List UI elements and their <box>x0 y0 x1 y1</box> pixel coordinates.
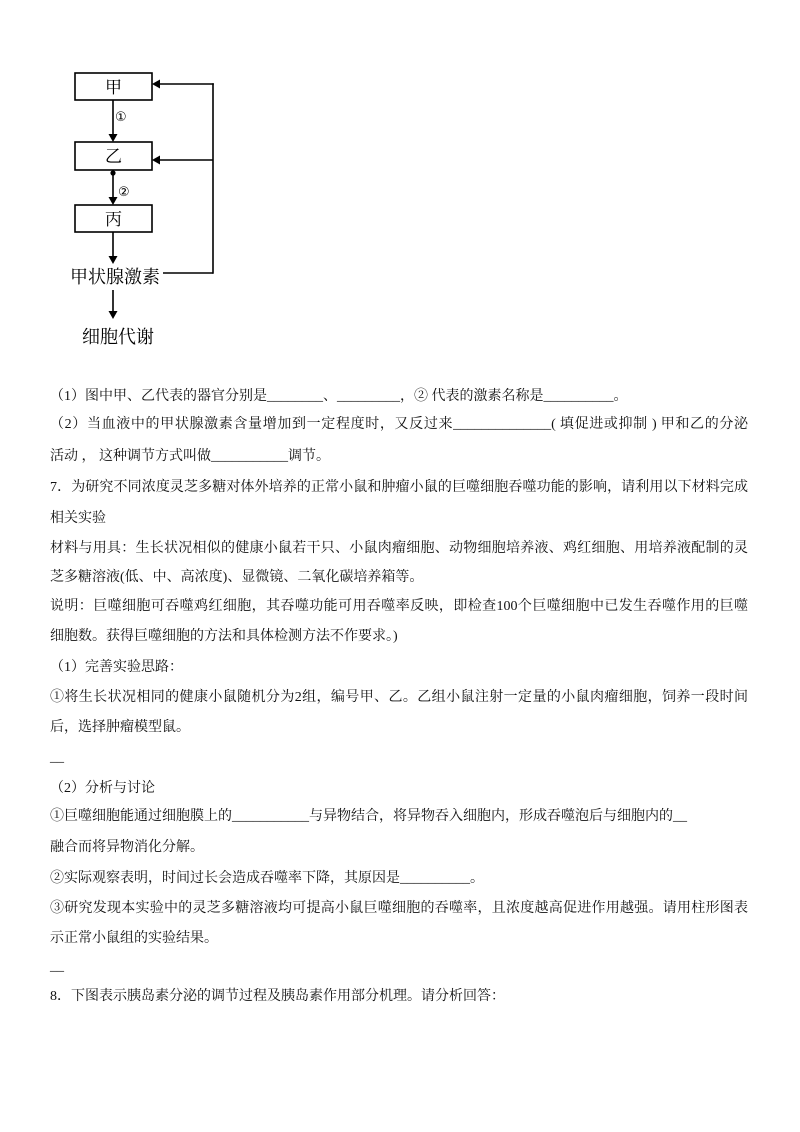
box-bing-label: 丙 <box>105 210 122 230</box>
arrow-hormone-to-metabolism-head <box>109 311 118 319</box>
q7-part1-step1-line2: 后，选择肿瘤模型鼠。 <box>50 720 190 735</box>
metabolism-label: 细胞代谢 <box>82 327 154 348</box>
q8-stem: 8．下图表示胰岛素分泌的调节过程及胰岛素作用部分机理。请分析回答： <box>50 989 505 1004</box>
q7-part1-title: （1）完善实验思路： <box>50 660 183 675</box>
q7-part2-item3-line1: ③研究发现本实验中的灵芝多糖溶液均可提高小鼠巨噬细胞的吞噬率，且浓度越高促进作用越强。请用柱形图表 <box>50 901 748 916</box>
feedback-to-yi-head <box>152 156 160 165</box>
step-1-label: ① <box>115 110 127 125</box>
q7-part2-item3-line2: 示正常小鼠组的实验结果。 <box>50 931 218 946</box>
box-jia-label: 甲 <box>105 78 122 98</box>
arrow-yi-to-bing-head <box>109 197 118 205</box>
step-2-label: ② <box>118 185 130 200</box>
arrow-bing-to-hormone-head <box>109 256 118 264</box>
feedback-loop <box>152 80 214 274</box>
box-bing <box>75 205 152 232</box>
q7-part1-step1-line1: ①将生长状况相同的健康小鼠随机分为2组，编号甲、乙。乙组小鼠注射一定量的小鼠肉瘤细胞，饲养一段时间 <box>50 690 748 705</box>
q6-part1-text: （1）图中甲、乙代表的器官分别是________、_________，② 代表的激素名称是__________。 <box>50 389 628 404</box>
box-jia <box>75 73 152 100</box>
feedback-to-jia-head <box>152 80 160 89</box>
q7-part2-title: （2）分析与讨论 <box>50 781 155 796</box>
arrow-bing-to-hormone <box>109 232 118 264</box>
q7-materials-line1: 材料与用具：生长状况相似的健康小鼠若干只、小鼠肉瘤细胞、动物细胞培养液、鸡红细胞、用培养液配制的灵 <box>50 541 748 556</box>
q7-stem-line2: 相关实验 <box>50 511 106 526</box>
arrow-hormone-to-metabolism <box>109 290 118 319</box>
q7-part2-item1-line1: ①巨噬细胞能通过细胞膜上的___________与异物结合，将异物吞入细胞内，形成吞噬泡后与细胞内的__ <box>50 809 687 824</box>
arrow-yi-to-bing <box>109 170 118 205</box>
q6-part2-line2: 活动 ， 这种调节方式叫做___________调节。 <box>50 449 330 464</box>
box-yi <box>75 142 152 170</box>
q6-part2-line1: （2）当血液中的甲状腺激素含量增加到一定程度时，又反过来______________( 填促进或抑制 ) 甲和乙的分泌 <box>50 417 748 432</box>
q7-part1-answer-blank: __ <box>50 750 64 765</box>
q7-part2-answer-blank: __ <box>50 959 64 974</box>
q7-materials-line2: 芝多糖溶液(低、中、高浓度)、显微镜、二氧化碳培养箱等。 <box>50 570 424 585</box>
q7-part2-item2: ②实际观察表明，时间过长会造成吞噬率下降，其原因是__________。 <box>50 871 484 886</box>
q7-note-line1: 说明：巨噬细胞可吞噬鸡红细胞，其吞噬功能可用吞噬率反映，即检查100个巨噬细胞中已发生吞噬作用的巨噬 <box>50 599 748 614</box>
thyroid-regulation-diagram <box>0 0 300 360</box>
q7-note-line2: 细胞数。获得巨噬细胞的方法和具体检测方法不作要求。) <box>50 629 398 644</box>
box-yi-label: 乙 <box>105 147 122 167</box>
arrow-jia-to-yi-head <box>109 134 118 142</box>
q7-stem-line1: 7．为研究不同浓度灵芝多糖对体外培养的正常小鼠和肿瘤小鼠的巨噬细胞吞噬功能的影响，请利用以下材料完成 <box>50 480 748 495</box>
hormone-label: 甲状腺激素 <box>70 267 160 288</box>
q7-part2-item1-line2: 融合而将异物消化分解。 <box>50 840 204 855</box>
